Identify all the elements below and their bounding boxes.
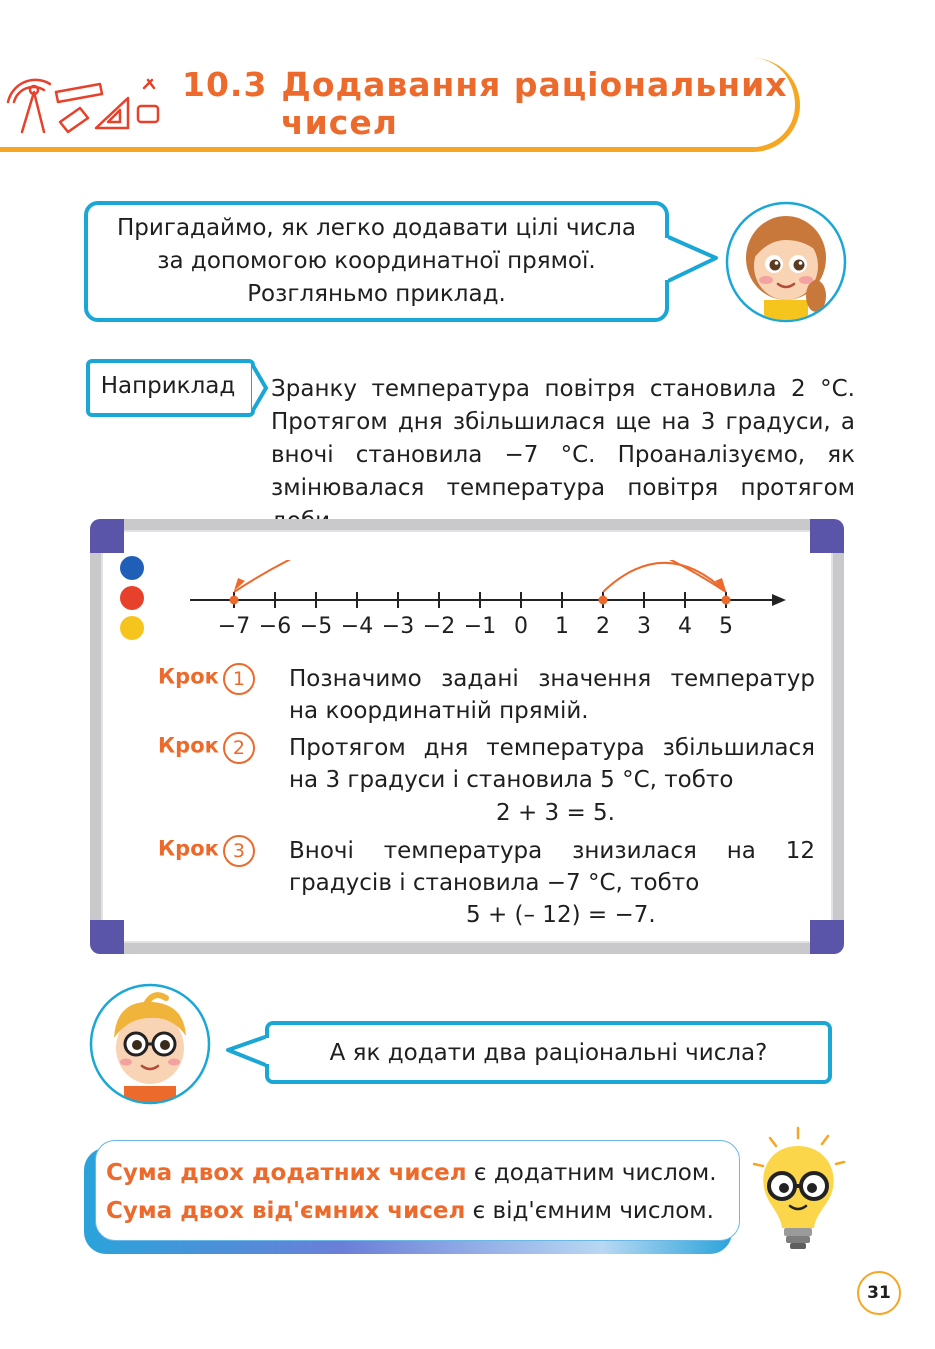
tick-label: −2 — [422, 614, 456, 639]
page-number: 31 — [857, 1271, 901, 1315]
step-3-equation: 5 + (– 12) = −7. — [466, 902, 656, 928]
board-corner — [90, 920, 124, 954]
step-3-label: Крок 3 — [158, 835, 255, 867]
tick-label: 0 — [514, 614, 528, 639]
tick-label: 3 — [637, 614, 651, 639]
page-title — [182, 66, 787, 142]
intro-line: Пригадаймо, як легко додавати цілі числа — [117, 215, 636, 241]
title-line-1: Додавання раціональних — [281, 65, 788, 104]
tick-label: 1 — [555, 614, 569, 639]
intro-bubble-text — [84, 212, 669, 311]
blue-marker-icon — [120, 556, 144, 580]
marked-point — [599, 596, 608, 605]
step-2-text: Протягом дня температура збільшилася на 3 градуси і становила 5 °С, тобто — [289, 735, 815, 793]
lightbulb-icon — [748, 1124, 852, 1256]
rule-text — [106, 1154, 717, 1230]
school-supplies-icon — [0, 62, 172, 142]
step-1-text: Позначимо задані значення температур на координатній прямій. — [289, 666, 815, 724]
step-2-label: Крок 2 — [158, 732, 255, 764]
tick-label: 4 — [678, 614, 692, 639]
tick-label: −4 — [340, 614, 374, 639]
jump-arc — [603, 563, 726, 592]
example-label: Наприклад — [100, 373, 236, 399]
question-text: А як додати два раціональні числа? — [329, 1040, 768, 1066]
bubble-tail — [224, 1032, 270, 1072]
tick-label: −6 — [258, 614, 292, 639]
bubble-tail — [664, 232, 720, 288]
tick-label: −3 — [381, 614, 415, 639]
example-text: Зранку температура повітря становила 2 °С. Протягом дня збільшилася ще на 3 градуси, а вночі становила −7 °С. Проаналізуємо, як змінювалася температура повітря протягом — [271, 376, 855, 501]
example-tag-notch — [252, 362, 272, 414]
rule-line: Сума двох додатних чисел є додатним числом. — [106, 1160, 717, 1186]
step-3-text: Вночі температура знизилася на 12 градусів і становила −7 °С, тобто — [289, 838, 815, 896]
tick-label: −7 — [217, 614, 251, 639]
step-number-badge: 2 — [223, 732, 255, 764]
intro-line: Розгляньмо приклад. — [247, 281, 506, 307]
axis-arrow — [772, 594, 786, 606]
yellow-marker-icon — [120, 616, 144, 640]
red-marker-icon — [120, 586, 144, 610]
number-line — [180, 560, 800, 644]
step-2-equation: 2 + 3 = 5. — [496, 800, 615, 826]
step-number-badge: 3 — [223, 835, 255, 867]
intro-line: за допомогою координатної прямої. — [157, 248, 596, 274]
board-corner — [810, 920, 844, 954]
girl-avatar — [724, 200, 848, 324]
title-line-2: чисел — [281, 103, 398, 142]
tick-label: 2 — [596, 614, 610, 639]
marked-point — [722, 596, 731, 605]
tick-label: 5 — [719, 614, 733, 639]
step-number-badge: 1 — [223, 663, 255, 695]
boy-avatar — [88, 982, 212, 1106]
rule-line: Сума двох від'ємних чисел є від'ємним числом. — [106, 1198, 714, 1224]
tick-label: −1 — [463, 614, 497, 639]
section-number: 10.3 — [182, 65, 268, 104]
marked-point — [230, 596, 239, 605]
tick-label: −5 — [299, 614, 333, 639]
board-corner — [90, 519, 124, 553]
step-1-label: Крок 1 — [158, 663, 255, 695]
board-corner — [810, 519, 844, 553]
